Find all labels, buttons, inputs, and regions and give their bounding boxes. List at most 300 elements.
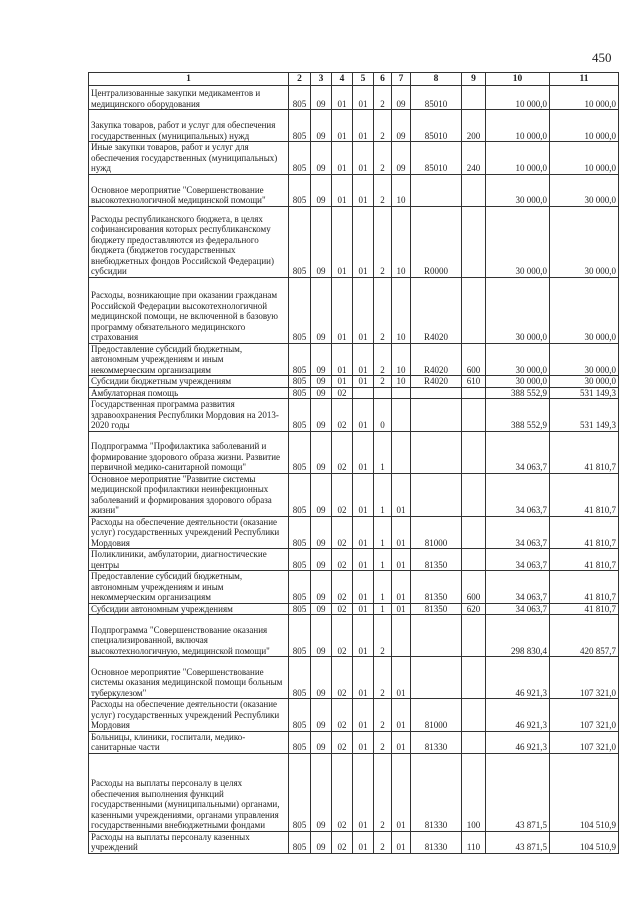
table-row <box>89 376 619 388</box>
column-header: 3 <box>311 73 332 86</box>
cell-c7 <box>392 399 411 432</box>
cell-c11: 41 810,7 <box>550 516 619 549</box>
cell-c3: 09 <box>311 516 332 549</box>
cell-c4: 02 <box>332 699 353 732</box>
cell-c10: 388 552,9 <box>486 387 550 399</box>
cell-c8: 81330 <box>411 753 462 831</box>
cell-c6: 1 <box>374 431 392 473</box>
cell-c10: 10 000,0 <box>486 142 550 175</box>
cell-c9 <box>462 549 486 571</box>
row-name-cell <box>89 731 289 753</box>
cell-c10: 298 830,4 <box>486 615 550 657</box>
cell-c2: 805 <box>289 110 311 142</box>
cell-c11: 30 000,0 <box>550 277 619 343</box>
cell-c9 <box>462 86 486 110</box>
table-row <box>89 206 619 277</box>
cell-c2: 805 <box>289 603 311 615</box>
column-header: 11 <box>550 73 619 86</box>
cell-c11: 30 000,0 <box>550 343 619 376</box>
cell-c11: 104 510,9 <box>550 753 619 831</box>
cell-c3: 09 <box>311 399 332 432</box>
cell-c2: 805 <box>289 615 311 657</box>
cell-c6: 2 <box>374 110 392 142</box>
cell-c10: 34 063,7 <box>486 473 550 516</box>
cell-c10: 34 063,7 <box>486 549 550 571</box>
cell-c8 <box>411 399 462 432</box>
row-name-cell <box>89 206 289 277</box>
row-name-cell <box>89 431 289 473</box>
cell-c9: 620 <box>462 603 486 615</box>
table-row <box>89 831 619 853</box>
cell-c11: 41 810,7 <box>550 571 619 604</box>
cell-c5: 01 <box>353 657 374 699</box>
cell-c7: 09 <box>392 110 411 142</box>
row-name: Государственная программа развития здравоохранения Республики Мордовия на 2013-2020 годы <box>91 399 279 430</box>
cell-c9: 600 <box>462 571 486 604</box>
row-name: Расходы на выплаты персоналу в целях обеспечения выполнения функций государственными (муниципальными) органами, казенными учреждениями, органами управления государственными внебюджетными фондами <box>91 778 280 830</box>
row-name: Основное мероприятие "Совершенствование высокотехнологичной медицинской помощи" <box>91 184 266 205</box>
cell-c9 <box>462 206 486 277</box>
cell-c11: 30 000,0 <box>550 174 619 206</box>
cell-c3: 09 <box>311 142 332 175</box>
row-name: Предоставление субсидий бюджетным, автономным учреждениям и иным некоммерческим организациям <box>91 571 243 602</box>
cell-c2: 805 <box>289 516 311 549</box>
cell-c7: 01 <box>392 731 411 753</box>
cell-c4: 02 <box>332 753 353 831</box>
cell-c7: 01 <box>392 549 411 571</box>
cell-c4: 01 <box>332 376 353 388</box>
cell-c2: 805 <box>289 431 311 473</box>
cell-c11: 107 321,0 <box>550 731 619 753</box>
table-row <box>89 387 619 399</box>
table-row <box>89 549 619 571</box>
cell-c7 <box>392 431 411 473</box>
row-name-cell <box>89 174 289 206</box>
cell-c2: 805 <box>289 753 311 831</box>
row-name-cell <box>89 86 289 110</box>
cell-c7: 10 <box>392 376 411 388</box>
cell-c6: 2 <box>374 86 392 110</box>
cell-c7: 01 <box>392 516 411 549</box>
cell-c9 <box>462 277 486 343</box>
cell-c5: 01 <box>353 473 374 516</box>
table-row <box>89 431 619 473</box>
cell-c9 <box>462 431 486 473</box>
table-row <box>89 657 619 699</box>
cell-c5: 01 <box>353 431 374 473</box>
cell-c4: 01 <box>332 206 353 277</box>
row-name: Основное мероприятие "Развитие системы медицинской профилактики неинфекционных заболеваний и формирования здорового образа жизни" <box>91 473 272 515</box>
column-header: 2 <box>289 73 311 86</box>
cell-c10: 10 000,0 <box>486 86 550 110</box>
cell-c8: R4020 <box>411 376 462 388</box>
cell-c9 <box>462 731 486 753</box>
cell-c8: R4020 <box>411 277 462 343</box>
cell-c10: 46 921,3 <box>486 699 550 732</box>
row-name: Подпрограмма "Совершенствование оказания специализированной, включая высокотехнологичную, медицинской помощи" <box>91 624 270 656</box>
table-row <box>89 731 619 753</box>
table-row <box>89 699 619 732</box>
row-name-cell <box>89 753 289 831</box>
cell-c8: 85010 <box>411 86 462 110</box>
cell-c2: 805 <box>289 549 311 571</box>
column-header: 9 <box>462 73 486 86</box>
page-number: 450 <box>592 50 612 65</box>
cell-c7 <box>392 615 411 657</box>
cell-c3: 09 <box>311 376 332 388</box>
cell-c9 <box>462 615 486 657</box>
cell-c2: 805 <box>289 343 311 376</box>
cell-c6: 2 <box>374 206 392 277</box>
cell-c10: 30 000,0 <box>486 277 550 343</box>
cell-c3: 09 <box>311 431 332 473</box>
cell-c10: 10 000,0 <box>486 110 550 142</box>
table-header-row <box>89 73 619 86</box>
cell-c11: 104 510,9 <box>550 831 619 853</box>
table-row <box>89 615 619 657</box>
cell-c4: 01 <box>332 142 353 175</box>
row-name-cell <box>89 399 289 432</box>
cell-c10: 30 000,0 <box>486 343 550 376</box>
row-name: Поликлиники, амбулатории, диагностические центры <box>91 549 267 570</box>
cell-c3: 09 <box>311 699 332 732</box>
cell-c4: 02 <box>332 615 353 657</box>
cell-c2: 805 <box>289 831 311 853</box>
cell-c4: 02 <box>332 571 353 604</box>
row-name-cell <box>89 473 289 516</box>
cell-c5: 01 <box>353 376 374 388</box>
cell-c4: 02 <box>332 431 353 473</box>
cell-c8: R0000 <box>411 206 462 277</box>
cell-c3: 09 <box>311 615 332 657</box>
cell-c4: 01 <box>332 343 353 376</box>
cell-c11: 30 000,0 <box>550 376 619 388</box>
row-name: Иные закупки товаров, работ и услуг для обеспечения государственных (муниципальных) нужд <box>91 142 278 173</box>
cell-c4: 02 <box>332 549 353 571</box>
cell-c11: 10 000,0 <box>550 110 619 142</box>
cell-c9 <box>462 174 486 206</box>
cell-c2: 805 <box>289 399 311 432</box>
row-name-cell <box>89 376 289 388</box>
cell-c2: 805 <box>289 731 311 753</box>
cell-c3: 09 <box>311 753 332 831</box>
cell-c4: 02 <box>332 603 353 615</box>
cell-c2: 805 <box>289 206 311 277</box>
cell-c7: 01 <box>392 699 411 732</box>
cell-c6 <box>374 387 392 399</box>
cell-c8 <box>411 174 462 206</box>
cell-c9 <box>462 699 486 732</box>
cell-c11: 41 810,7 <box>550 603 619 615</box>
cell-c3: 09 <box>311 343 332 376</box>
cell-c5: 01 <box>353 86 374 110</box>
cell-c3: 09 <box>311 86 332 110</box>
cell-c5: 01 <box>353 831 374 853</box>
cell-c10: 34 063,7 <box>486 603 550 615</box>
cell-c6: 2 <box>374 142 392 175</box>
cell-c3: 09 <box>311 731 332 753</box>
cell-c4: 02 <box>332 831 353 853</box>
cell-c7: 09 <box>392 142 411 175</box>
cell-c9: 200 <box>462 110 486 142</box>
cell-c2: 805 <box>289 571 311 604</box>
cell-c5: 01 <box>353 206 374 277</box>
row-name: Централизованные закупки медикаментов и медицинского оборудования <box>91 88 261 109</box>
cell-c6: 2 <box>374 277 392 343</box>
cell-c8 <box>411 431 462 473</box>
column-header: 10 <box>486 73 550 86</box>
cell-c3: 09 <box>311 473 332 516</box>
cell-c3: 09 <box>311 549 332 571</box>
row-name: Расходы на выплаты персоналу казенных учреждений <box>91 831 250 852</box>
budget-table <box>88 72 619 854</box>
cell-c10: 34 063,7 <box>486 431 550 473</box>
cell-c2: 805 <box>289 387 311 399</box>
cell-c7: 01 <box>392 603 411 615</box>
cell-c5: 01 <box>353 142 374 175</box>
cell-c4: 01 <box>332 277 353 343</box>
table-row <box>89 174 619 206</box>
cell-c5: 01 <box>353 343 374 376</box>
row-name: Субсидии бюджетным учреждениям <box>91 376 232 386</box>
row-name: Закупка товаров, работ и услуг для обеспечения государственных (муниципальных) нужд <box>91 120 276 141</box>
cell-c7: 01 <box>392 657 411 699</box>
cell-c7: 01 <box>392 831 411 853</box>
cell-c2: 805 <box>289 376 311 388</box>
row-name-cell <box>89 343 289 376</box>
cell-c4: 01 <box>332 86 353 110</box>
row-name-cell <box>89 516 289 549</box>
cell-c10: 30 000,0 <box>486 206 550 277</box>
cell-c8: 81000 <box>411 516 462 549</box>
cell-c3: 09 <box>311 110 332 142</box>
column-header: 1 <box>89 73 289 86</box>
row-name: Субсидии автономным учреждениям <box>91 603 233 614</box>
cell-c8 <box>411 657 462 699</box>
column-header: 7 <box>392 73 411 86</box>
cell-c8 <box>411 473 462 516</box>
row-name: Расходы республиканского бюджета, в целях софинансирования которых республиканскому бюджету предоставляются из федерального бюджета (бюджетов государственных внебюджетных фондов Российской Федерации) субсидии <box>91 213 274 276</box>
cell-c10: 46 921,3 <box>486 731 550 753</box>
cell-c9: 610 <box>462 376 486 388</box>
cell-c2: 805 <box>289 657 311 699</box>
cell-c10: 34 063,7 <box>486 516 550 549</box>
cell-c6: 1 <box>374 473 392 516</box>
cell-c4: 02 <box>332 473 353 516</box>
cell-c8: 81000 <box>411 699 462 732</box>
row-name: Амбулаторная помощь <box>91 387 179 398</box>
cell-c4: 01 <box>332 110 353 142</box>
cell-c5: 01 <box>353 174 374 206</box>
column-header: 4 <box>332 73 353 86</box>
cell-c8: 81350 <box>411 603 462 615</box>
table-row <box>89 753 619 831</box>
cell-c9 <box>462 657 486 699</box>
cell-c6: 1 <box>374 571 392 604</box>
cell-c6: 2 <box>374 174 392 206</box>
cell-c5: 01 <box>353 615 374 657</box>
cell-c5: 01 <box>353 731 374 753</box>
cell-c4: 02 <box>332 399 353 432</box>
cell-c11: 10 000,0 <box>550 86 619 110</box>
cell-c3: 09 <box>311 571 332 604</box>
cell-c3: 09 <box>311 387 332 399</box>
cell-c9 <box>462 399 486 432</box>
cell-c6: 2 <box>374 343 392 376</box>
cell-c3: 09 <box>311 831 332 853</box>
cell-c8: 81330 <box>411 731 462 753</box>
cell-c8 <box>411 387 462 399</box>
row-name-cell <box>89 571 289 604</box>
table-row <box>89 277 619 343</box>
row-name: Расходы, возникающие при оказании гражданам Российской Федерации высокотехнологичной медицинской помощи, не включенной в базовую программу обязательного медицинского страхования <box>91 290 278 342</box>
cell-c4: 02 <box>332 516 353 549</box>
cell-c11: 30 000,0 <box>550 206 619 277</box>
table-row <box>89 343 619 376</box>
table-row <box>89 516 619 549</box>
cell-c5: 01 <box>353 699 374 732</box>
row-name: Расходы на обеспечение деятельности (оказание услуг) государственных учреждений Республики Мордовия <box>91 516 280 548</box>
cell-c4: 02 <box>332 387 353 399</box>
table-row <box>89 603 619 615</box>
cell-c6: 1 <box>374 549 392 571</box>
table-body <box>89 86 619 854</box>
column-header: 8 <box>411 73 462 86</box>
row-name-cell <box>89 699 289 732</box>
cell-c7: 01 <box>392 753 411 831</box>
cell-c6: 2 <box>374 699 392 732</box>
cell-c7 <box>392 387 411 399</box>
cell-c9 <box>462 516 486 549</box>
row-name: Основное мероприятие "Совершенствование системы оказания медицинской помощи больным туберкулезом" <box>91 666 283 698</box>
row-name: Предоставление субсидий бюджетным, автономным учреждениям и иным некоммерческим организациям <box>91 343 243 375</box>
column-header: 5 <box>353 73 374 86</box>
row-name-cell <box>89 615 289 657</box>
cell-c11: 531 149,3 <box>550 399 619 432</box>
cell-c5: 01 <box>353 277 374 343</box>
cell-c7: 10 <box>392 343 411 376</box>
row-name-cell <box>89 831 289 853</box>
cell-c3: 09 <box>311 657 332 699</box>
cell-c3: 09 <box>311 206 332 277</box>
row-name-cell <box>89 603 289 615</box>
cell-c5: 01 <box>353 516 374 549</box>
cell-c4: 01 <box>332 174 353 206</box>
cell-c5: 01 <box>353 399 374 432</box>
column-header: 6 <box>374 73 392 86</box>
table-row <box>89 571 619 604</box>
cell-c11: 41 810,7 <box>550 431 619 473</box>
cell-c7: 10 <box>392 206 411 277</box>
cell-c6: 0 <box>374 399 392 432</box>
cell-c2: 805 <box>289 86 311 110</box>
cell-c2: 805 <box>289 277 311 343</box>
cell-c10: 30 000,0 <box>486 376 550 388</box>
row-name: Подпрограмма "Профилактика заболеваний и формирование здорового образа жизни. Развитие первичной медико-санитарной помощи" <box>91 441 281 472</box>
cell-c5: 01 <box>353 549 374 571</box>
cell-c8: 81350 <box>411 549 462 571</box>
cell-c6: 2 <box>374 731 392 753</box>
table-row <box>89 110 619 142</box>
cell-c5: 01 <box>353 603 374 615</box>
cell-c10: 34 063,7 <box>486 571 550 604</box>
cell-c10: 30 000,0 <box>486 174 550 206</box>
cell-c2: 805 <box>289 473 311 516</box>
cell-c2: 805 <box>289 699 311 732</box>
row-name-cell <box>89 549 289 571</box>
cell-c10: 43 871,5 <box>486 753 550 831</box>
table-row <box>89 142 619 175</box>
cell-c7: 09 <box>392 86 411 110</box>
cell-c3: 09 <box>311 174 332 206</box>
table-row <box>89 86 619 110</box>
cell-c10: 43 871,5 <box>486 831 550 853</box>
cell-c10: 46 921,3 <box>486 657 550 699</box>
cell-c7: 01 <box>392 473 411 516</box>
table-row <box>89 399 619 432</box>
cell-c5: 01 <box>353 110 374 142</box>
cell-c8 <box>411 615 462 657</box>
row-name-cell <box>89 387 289 399</box>
cell-c6: 2 <box>374 753 392 831</box>
cell-c3: 09 <box>311 277 332 343</box>
cell-c6: 1 <box>374 603 392 615</box>
cell-c6: 2 <box>374 376 392 388</box>
cell-c11: 107 321,0 <box>550 699 619 732</box>
cell-c7: 01 <box>392 571 411 604</box>
cell-c8: 85010 <box>411 142 462 175</box>
cell-c11: 531 149,3 <box>550 387 619 399</box>
row-name-cell <box>89 142 289 175</box>
cell-c5: 01 <box>353 753 374 831</box>
cell-c5 <box>353 387 374 399</box>
cell-c9: 100 <box>462 753 486 831</box>
cell-c5: 01 <box>353 571 374 604</box>
cell-c10: 388 552,9 <box>486 399 550 432</box>
cell-c11: 420 857,7 <box>550 615 619 657</box>
cell-c9: 600 <box>462 343 486 376</box>
row-name: Больницы, клиники, госпитали, медико-санитарные части <box>91 731 246 752</box>
row-name-cell <box>89 277 289 343</box>
cell-c8: 81350 <box>411 571 462 604</box>
cell-c11: 41 810,7 <box>550 473 619 516</box>
cell-c11: 107 321,0 <box>550 657 619 699</box>
cell-c8: 85010 <box>411 110 462 142</box>
cell-c4: 02 <box>332 731 353 753</box>
cell-c6: 2 <box>374 831 392 853</box>
cell-c6: 1 <box>374 516 392 549</box>
cell-c2: 805 <box>289 174 311 206</box>
row-name: Расходы на обеспечение деятельности (оказание услуг) государственных учреждений Республики Мордовия <box>91 699 280 730</box>
cell-c4: 02 <box>332 657 353 699</box>
cell-c6: 2 <box>374 615 392 657</box>
cell-c7: 10 <box>392 277 411 343</box>
cell-c9 <box>462 473 486 516</box>
cell-c8: 81330 <box>411 831 462 853</box>
row-name-cell <box>89 110 289 142</box>
cell-c9: 240 <box>462 142 486 175</box>
cell-c2: 805 <box>289 142 311 175</box>
cell-c3: 09 <box>311 603 332 615</box>
cell-c9 <box>462 387 486 399</box>
cell-c11: 10 000,0 <box>550 142 619 175</box>
row-name-cell <box>89 657 289 699</box>
cell-c11: 41 810,7 <box>550 549 619 571</box>
cell-c9: 110 <box>462 831 486 853</box>
cell-c7: 10 <box>392 174 411 206</box>
cell-c6: 2 <box>374 657 392 699</box>
cell-c8: R4020 <box>411 343 462 376</box>
